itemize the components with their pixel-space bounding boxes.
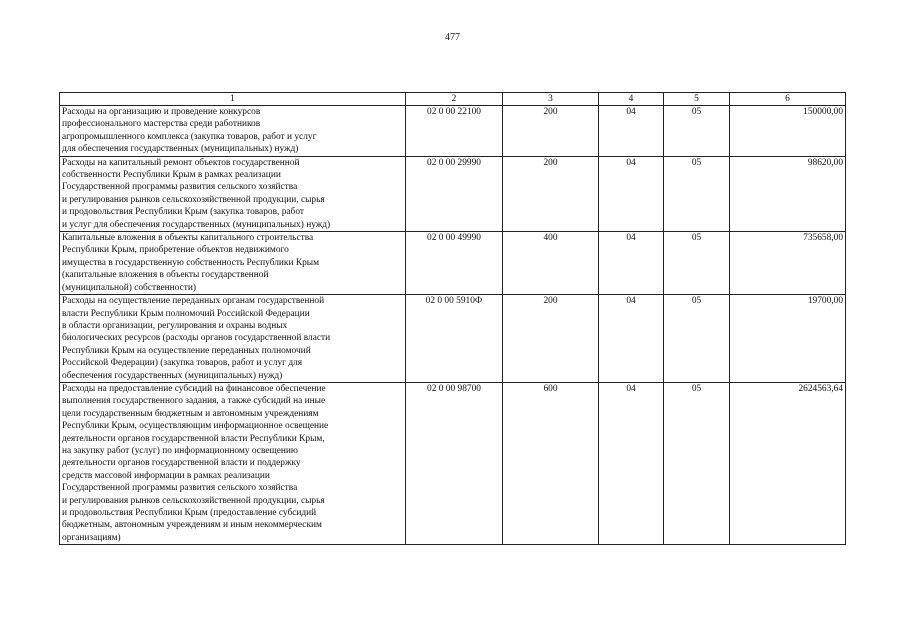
- amount: 735658,00: [730, 232, 846, 295]
- description-line: цели государственным бюджетным и автономным учреждениям: [62, 408, 319, 419]
- amount: 2624563,64: [730, 382, 846, 544]
- description-line: биологических ресурсов (расходы органов государственной власти: [62, 333, 331, 344]
- table-header-row: [60, 93, 846, 106]
- description-line: Расходы на осуществление переданных органам государственной: [62, 296, 325, 307]
- expense-description: [60, 295, 406, 383]
- expense-description: [60, 106, 406, 157]
- subsection-code: 05: [664, 156, 730, 231]
- description-line: профессионального мастерства среди работников: [62, 119, 261, 130]
- header-cell: 1: [60, 93, 406, 106]
- subsection-code: 05: [664, 232, 730, 295]
- expense-type-code: 200: [503, 295, 599, 383]
- expense-description: [60, 382, 406, 544]
- header-cell: 3: [503, 93, 599, 106]
- description-line: организациям): [62, 532, 121, 543]
- section-code: 04: [599, 295, 664, 383]
- expense-description: [60, 156, 406, 231]
- description-line: Расходы на капитальный ремонт объектов государственной: [62, 157, 300, 168]
- description-line: бюджетным, автономным учреждениям и иным некоммерческим: [62, 520, 322, 531]
- description-line: обеспечения государственных (муниципальных) нужд): [62, 370, 283, 381]
- description-line: и регулирования рынков сельскохозяйственной продукции, сырья: [62, 495, 325, 506]
- header-cell: 5: [664, 93, 730, 106]
- description-line: для обеспечения государственных (муниципальных) нужд): [62, 144, 299, 155]
- description-line: Расходы на организацию и проведение конкурсов: [62, 107, 261, 117]
- expense-type-code: 400: [503, 232, 599, 295]
- description-line: деятельности органов государственной власти и поддержку: [62, 458, 301, 469]
- section-code: 04: [599, 156, 664, 231]
- target-code: 02 0 00 29990: [406, 156, 503, 231]
- section-code: 04: [599, 232, 664, 295]
- description-line: (муниципальной) собственности): [62, 282, 196, 293]
- expense-description: [60, 232, 406, 295]
- description-line: (капитальные вложения в объекты государственной: [62, 270, 269, 281]
- table-row: [60, 382, 846, 544]
- section-code: 04: [599, 106, 664, 157]
- description-line: выполнения государственного задания, а также субсидий на иные: [62, 396, 326, 407]
- description-line: Капитальные вложения в объекты капитального строительства: [62, 233, 314, 244]
- description-line: имущества в государственную собственность Республики Крым: [62, 257, 320, 268]
- header-cell: 4: [599, 93, 664, 106]
- description-line: Республики Крым на осуществление переданных полномочий: [62, 345, 311, 356]
- header-cell: 2: [406, 93, 503, 106]
- target-code: 02 0 00 22100: [406, 106, 503, 157]
- subsection-code: 05: [664, 382, 730, 544]
- description-line: собственности Республики Крым в рамках реализации: [62, 170, 281, 181]
- description-line: деятельности органов государственной власти Республики Крым,: [62, 433, 325, 444]
- description-line: агропромышленного комплекса (закупка товаров, работ и услуг: [62, 131, 317, 142]
- target-code: 02 0 00 98700: [406, 382, 503, 544]
- description-line: и продовольствия Республики Крым (предоставление субсидий: [62, 508, 317, 518]
- description-line: Расходы на предоставление субсидий на финансовое обеспечение: [62, 383, 326, 394]
- description-line: Государственной программы развития сельского хозяйства: [62, 182, 298, 193]
- description-line: Республики Крым, приобретение объектов недвижимого: [62, 245, 289, 256]
- description-line: Государственной программы развития сельского хозяйства: [62, 483, 298, 494]
- section-code: 04: [599, 382, 664, 544]
- description-line: власти Республики Крым полномочий Российской Федерации: [62, 308, 310, 319]
- table-row: [60, 232, 846, 295]
- description-line: средств массовой информации в рамках реализации: [62, 470, 270, 481]
- amount: 19700,00: [730, 295, 846, 383]
- amount: 150000,00: [730, 106, 846, 157]
- target-code: 02 0 00 5910Ф: [406, 295, 503, 383]
- amount: 98620,00: [730, 156, 846, 231]
- table-row: [60, 106, 846, 157]
- description-line: Республики Крым, осуществляющим информационное освещение: [62, 421, 329, 432]
- description-line: и продовольствия Республики Крым (закупка товаров, работ: [62, 207, 304, 218]
- description-line: в области организации, регулирования и охраны водных: [62, 320, 288, 331]
- table-row: [60, 156, 846, 231]
- target-code: 02 0 00 49990: [406, 232, 503, 295]
- subsection-code: 05: [664, 106, 730, 157]
- budget-table: [59, 92, 846, 545]
- table-row: [60, 295, 846, 383]
- description-line: и регулирования рынков сельскохозяйственной продукции, сырья: [62, 194, 325, 205]
- expense-type-code: 600: [503, 382, 599, 544]
- page-number: 477: [445, 32, 460, 43]
- description-line: Российской Федерации) (закупка товаров, работ и услуг для: [62, 358, 303, 369]
- expense-type-code: 200: [503, 156, 599, 231]
- description-line: и услуг для обеспечения государственных (муниципальных) нужд): [62, 219, 331, 230]
- subsection-code: 05: [664, 295, 730, 383]
- header-cell: 6: [730, 93, 846, 106]
- expense-type-code: 200: [503, 106, 599, 157]
- description-line: на закупку работ (услуг) по информационному освещению: [62, 445, 298, 456]
